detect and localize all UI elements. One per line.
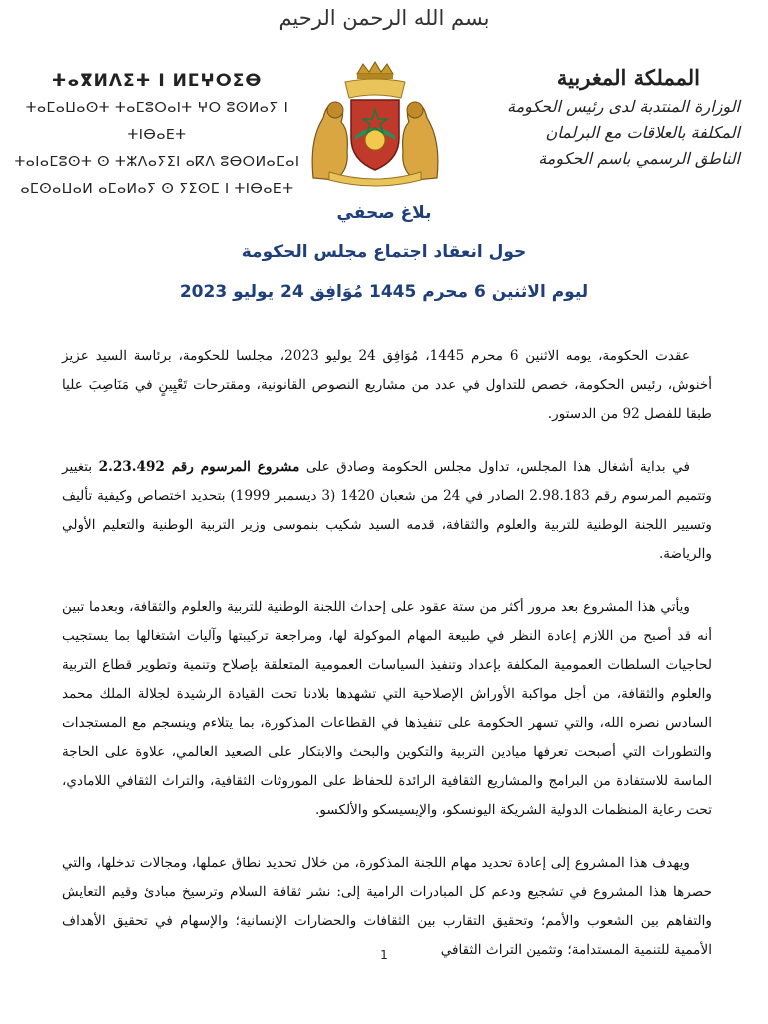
tifinagh-kingdom: ⵜⴰⴳⵍⴷⵉⵜ ⵏ ⵍⵎⵖⵔⵉⴱ xyxy=(51,71,263,91)
paragraph-3: ويأتي هذا المشروع بعد مرور أكثر من ستة عقود على إحداث اللجنة الوطنية للتربية والعلوم والثقافة، وبعدما تبين أنه قد أصبح من اللازم إعادة النظر في طبيعة المهام الموكولة لها، ومراجعة تركيبتها وآليات اشتغالها بما يستجيب لحاجيات السلطات العمومية المكلفة بإعداد وتنفيذ السياسات العمومية المتعلقة بإصلاح وتنمية وتطوير قطاع التربية والعلوم والثقافة، من أجل مواكبة الأوراش الإصلاحية التي تشهدها بلادنا تحت القيادة الرشيدة لجلالة الملك محمد السادس نصره الله، والتي تسهر الحكومة على تنفيذها في القطاعات المذكورة، بما يتلاءم وينسجم مع المستجدات والتطورات التي أصبحت تعرفها ميادين التربية والتكوين والبحث والابتكار على الصعيد العالمي، علاوة على الحاجة الماسة للاستفادة من البرامج والمشاريع الثقافية الرائدة للحفاظ على الموروثات الثقافية، والتراث الثقافي اللامادي، تحت رعاية المنظمات الدولية الشريكة اليونسكو، والإيسيسكو والألكسو. xyxy=(62,599,712,818)
decree-number: مشروع المرسوم رقم 2.23.492 xyxy=(98,459,300,475)
paragraph-2-intro: في بداية أشغال هذا المجلس، تداول مجلس الحكومة وصادق على xyxy=(299,459,690,475)
ministry-header xyxy=(430,62,740,172)
tifinagh-header xyxy=(12,68,302,203)
royal-emblem-icon xyxy=(305,60,445,190)
kingdom-name: المملكة المغربية xyxy=(556,65,700,90)
ministry-relations: المكلفة بالعلاقات مع البرلمان xyxy=(545,123,740,142)
paragraph-2-rest: بتغيير وتتميم المرسوم رقم 2.98.183 الصادر في 24 من شعبان 1420 (3 ديسمبر 1999) بتحديد اختصاص وكيفية تأليف وتسيير اللجنة الوطنية للتربية والعلوم والثقافة، قدمه السيد شكيب بنموسى وزير التربية الوطنية والتعليم الأولي والرياضة. xyxy=(62,459,713,562)
page-number: 1 xyxy=(380,948,388,962)
ministry-spokesperson: الناطق الرسمي باسم الحكومة xyxy=(538,149,740,168)
tifinagh-ministry-relations: ⵜⴰⵏⴰⵎⵓⵙⵜ ⵙ ⵜⵣⴷⴰⵢⵉⵏ ⴰⴽⴷ ⵓⴱⵔⵍⴰⵎⴰⵏ xyxy=(14,154,300,170)
tifinagh-spokesperson: ⴰⵎⵙⴰⵡⴰⵍ ⴰⵎⴰⵍⴰⵢ ⵙ ⵢⵉⵙⵎ ⵏ ⵜⵏⴱⴰⴹⵜ xyxy=(20,181,294,197)
tifinagh-ministry: ⵜⴰⵎⴰⵡⴰⵙⵜ ⵜⴰⵎⵓⵔⴰⵏⵜ ⵖⵔ ⵓⵙⵍⴰⵢ ⵏ ⵜⵏⴱⴰⴹⵜ xyxy=(25,100,289,143)
paragraph-4: ويهدف هذا المشروع إلى إعادة تحديد مهام اللجنة المذكورة، من خلال تحديد نطاق عملها، ومجالات تدخلها، والتي حصرها هذا المشروع في تشجيع ودعم كل المبادرات الرامية إلى: نشر ثقافة السلام وترسيخ مبادئ وقيم التعايش والتفاهم بين الشعوب والأمم؛ وتحقيق التقارب بين الثقافات والحضارات الإنسانية؛ والإسهام في تحقيق الأهداف الأممية للتنمية المستدامة؛ وتثمين التراث الثقافي xyxy=(62,855,712,958)
ministry-name: الوزارة المنتدبة لدى رئيس الحكومة xyxy=(507,97,740,116)
basmala: بسم الله الرحمن الرحيم xyxy=(278,6,490,30)
document-subtitle: حول انعقاد اجتماع مجلس الحكومة xyxy=(241,242,527,262)
document-title: بلاغ صحفي xyxy=(336,203,432,223)
paragraph-2 xyxy=(62,453,712,569)
paragraph-1: عقدت الحكومة، يومه الاثنين 6 محرم 1445، مُوَافِق 24 يوليو 2023، مجلسا للحكومة، برئاسة السيد عزيز أخنوش، رئيس الحكومة، خصص للتداول في عدد من مشاريع النصوص القانونية، ومقترحات تَعْيِينٍ في مَنَاصِبَ عليا طبقا للفصل 92 من الدستور. xyxy=(62,348,712,422)
document-date: ليوم الاثنين 6 محرم 1445 مُوَافِق 24 يوليو 2023 xyxy=(179,282,589,302)
document-body xyxy=(62,342,712,989)
